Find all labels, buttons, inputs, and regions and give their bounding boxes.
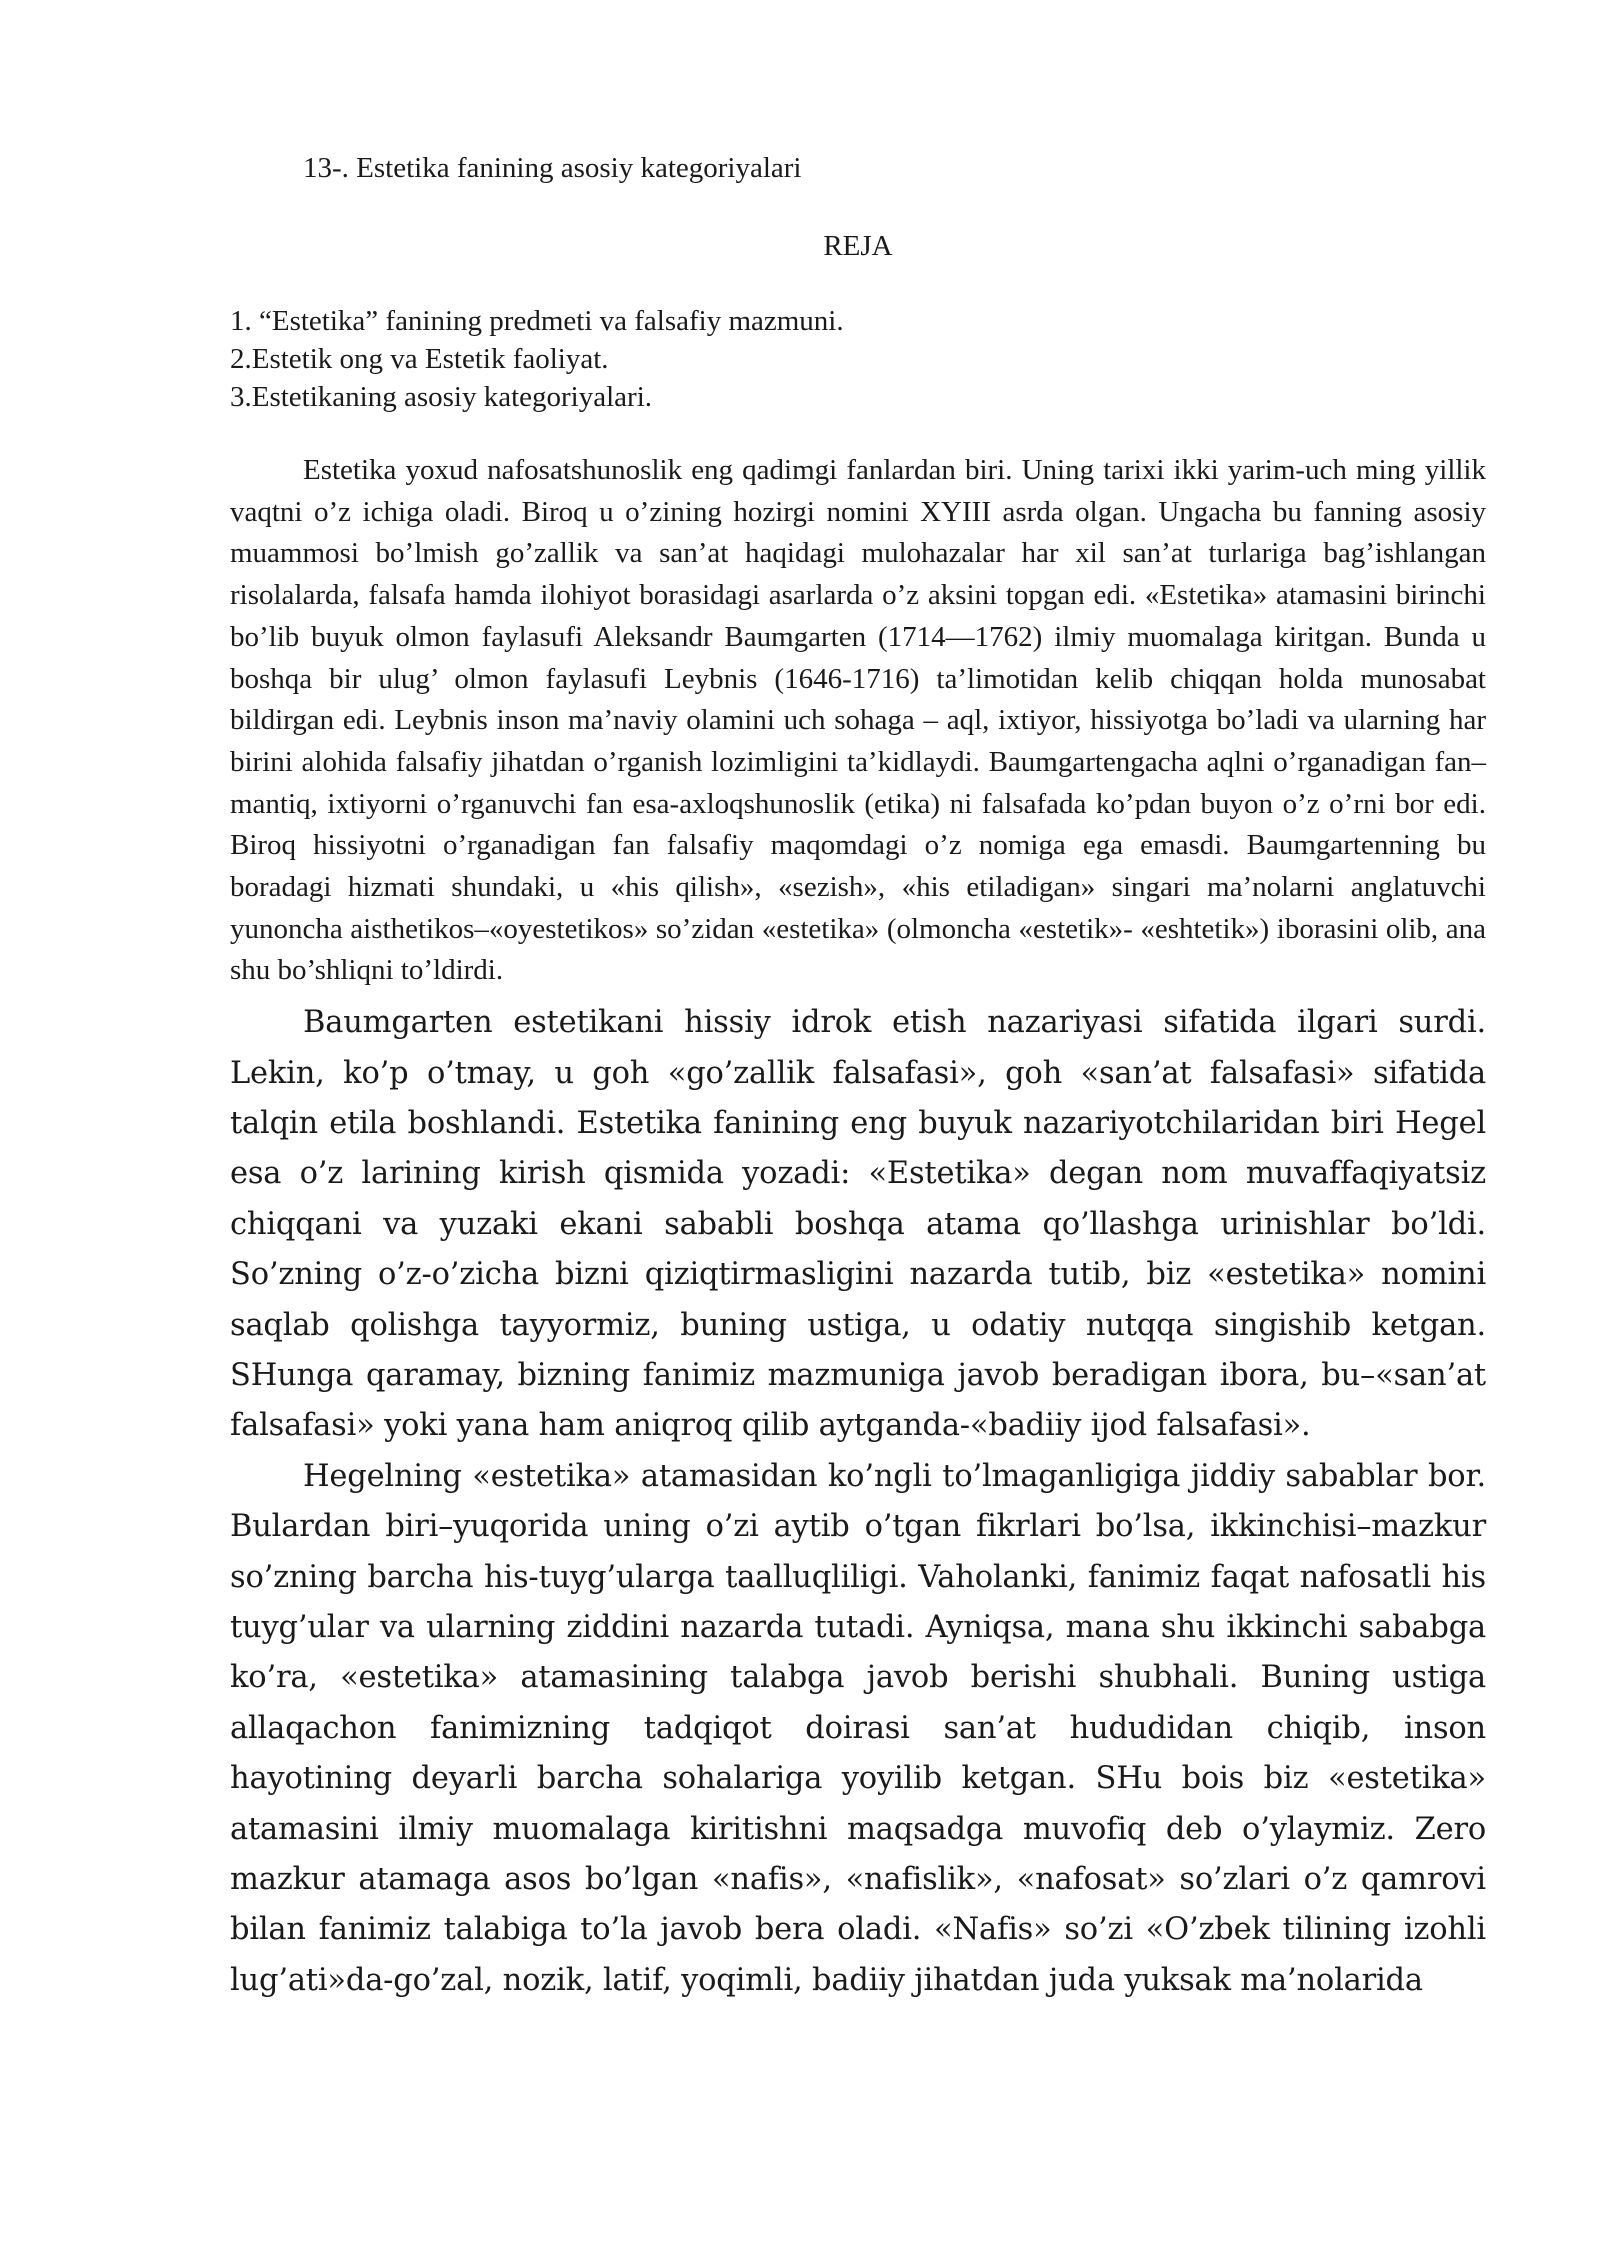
document-title: 13-. Estetika fanining asosiy kategoriyalari xyxy=(303,152,802,184)
document-page xyxy=(230,148,1486,2006)
body-paragraph: Estetika yoxud nafosatshunoslik eng qadimgi fanlardan biri. Uning tarixi ikki yarim-uch ming yillik vaqtni o’z ichiga oladi. Biroq u o’zining hozirgi nomini XYIII asrda olgan. Ungacha bu fanning asosiy muammosi bo’lmish go’zallik va san’at haqidagi mulohazalar har xil san’at turlariga bag’ishlangan risolalarda, falsafa hamda ilohiyot borasidagi asarlarda o’z aksini topgan edi. «Estetika» atamasini birinchi bo’lib buyuk olmon faylasufi Aleksandr Baumgarten (1714—1762) ilmiy muomalaga kiritgan. Bunda u boshqa bir ulug’ olmon faylasufi Leybnis (1646-1716) ta’limotidan kelib chiqqan holda munosabat bildirgan edi. Leybnis inson ma’naviy olamini uch sohaga – aql, ixtiyor, hissiyotga bo’ladi va ularning har birini alohida falsafiy jihatdan o’rganish lozimligini ta’kidlaydi. Baumgartengacha aqlni o’rganadigan fan–mantiq, ixtiyorni o’rganuvchi fan esa-axloqshunoslik (etika) ni falsafada ko’pdan buyon o’z o’rni bor edi. Biroq hissiyotni o’rganadigan fan falsafiy maqomdagi o’z nomiga ega emasdi. Baumgartenning bu boradagi hizmati shundaki, u «his qilish», «sezish», «his etiladigan» singari ma’nolarni anglatuvchi yunoncha aisthetikos–«oyestetikos» so’zidan «estetika» (olmoncha «estetik»- «eshtetik») iborasini olib, ana shu bo’shliqni to’ldirdi. xyxy=(230,454,1486,987)
body-paragraph: Hegelning «estetika» atamasidan ko’ngli to’lmaganligiga jiddiy sabablar bor. Bulardan biri–yuqorida uning o’zi aytib o’tgan fikrlari bo’lsa, ikkinchisi–mazkur so’zning barcha his-tuyg’ularga taalluqliligi. Vaholanki, fanimiz faqat nafosatli his tuyg’ular va ularning ziddini nazarda tutadi. Ayniqsa, mana shu ikkinchi sababga ko’ra, «estetika» atamasining talabga javob berishi shubhali. Buning ustiga allaqachon fanimizning tadqiqot doirasi san’at hududidan chiqib, inson hayotining deyarli barcha sohalariga yoyilib ketgan. SHu bois biz «estetika» atamasini ilmiy muomalaga kiritishni maqsadga muvofiq deb o’ylaymiz. Zero mazkur atamaga asos bo’lgan «nafis», «nafislik», «nafosat» so’zlari o’z qamrovi bilan fanimiz talabiga to’la javob bera oladi. «Nafis» so’zi «O’zbek tilining izohli lug’ati»da-go’zal, nozik, latif, yoqimli, badiiy jihatdan juda yuksak ma’nolarida xyxy=(230,1458,1486,1998)
plan-list xyxy=(230,302,1486,416)
plan-heading: REJA xyxy=(823,230,893,262)
plan-item: 1. “Estetika” fanining predmeti va falsafiy mazmuni. xyxy=(230,305,844,337)
plan-item: 2.Estetik ong va Estetik faoliyat. xyxy=(230,343,609,375)
body-paragraph: Baumgarten estetikani hissiy idrok etish nazariyasi sifatida ilgari surdi. Lekin, ko’p o’tmay, u goh «go’zallik falsafasi», goh «san’at falsafasi» sifatida talqin etila boshlandi. Estetika fanining eng buyuk nazariyotchilaridan biri Hegel esa o’z larining kirish qismida yozadi: «Estetika» degan nom muvaffaqiyatsiz chiqqani va yuzaki ekani sababli boshqa atama qo’llashga urinishlar bo’ldi. So’zning o’z-o’zicha bizni qiziqtirmasligini nazarda tutib, biz «estetika» nomini saqlab qolishga tayyormiz, buning ustiga, u odatiy nutqqa singishib ketgan. SHunga qaramay, bizning fanimiz mazmuniga javob beradigan ibora, bu–«san’at falsafasi» yoki yana ham aniqroq qilib aytganda-«badiiy ijod falsafasi». xyxy=(230,1005,1486,1444)
plan-item: 3.Estetikaning asosiy kategoriyalari. xyxy=(230,381,653,413)
